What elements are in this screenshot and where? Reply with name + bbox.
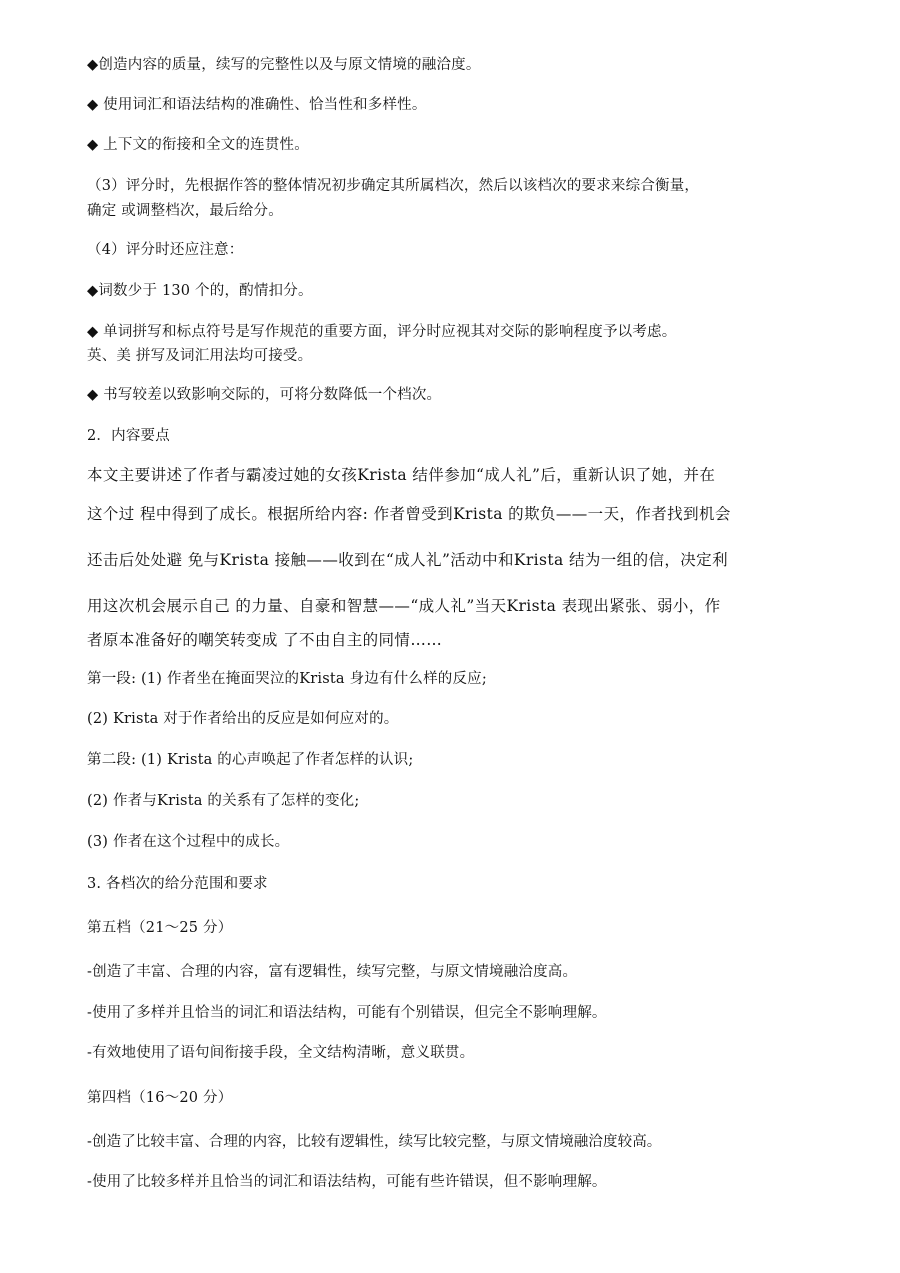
summary-line-4: 用这次机会展示自己 的力量、自豪和智慧——“成人礼”当天Krista 表现出紧张、弱小，作 [87,597,721,615]
scoring-rule-3-line-1: （3）评分时，先根据作答的整体情况初步确定其所属档次，然后以该档次的要求来综合衡量， [87,178,700,194]
note-word-count: ◆词数少于 130 个的，酌情扣分。 [87,283,313,299]
paragraph-2-point-2: (2) 作者与Krista 的关系有了怎样的变化; [87,793,360,809]
criterion-vocabulary-grammar: ◆ 使用词汇和语法结构的准确性、恰当性和多样性。 [87,97,427,113]
note-spelling-line-1: ◆ 单词拼写和标点符号是写作规范的重要方面，评分时应视其对交际的影响程度予以考虑。 [87,324,677,340]
paragraph-2-point-1: 第二段: (1) Krista 的心声唤起了作者怎样的认识; [87,752,414,768]
paragraph-1-point-1: 第一段: (1) 作者坐在掩面哭泣的Krista 身边有什么样的反应; [87,671,487,687]
summary-line-3: 还击后处处避 免与Krista 接触——收到在“成人礼”活动中和Krista 结为一组的信，决定利 [87,551,728,569]
scoring-rule-4-heading: （4）评分时还应注意： [87,242,244,258]
level-4-criterion-2: -使用了比较多样并且恰当的词汇和语法结构，可能有些许错误，但不影响理解。 [87,1174,607,1190]
level-5-criterion-3: -有效地使用了语句间衔接手段，全文结构清晰，意义联贯。 [87,1045,475,1061]
summary-line-5: 者原本准备好的嘲笑转变成 了不由自主的同情…… [87,631,443,649]
section-2-heading: 2．内容要点 [87,428,170,444]
criterion-content-quality: ◆创造内容的质量，续写的完整性以及与原文情境的融洽度。 [87,57,481,73]
paragraph-1-point-2: (2) Krista 对于作者给出的反应是如何应对的。 [87,711,399,727]
note-handwriting: ◆ 书写较差以致影响交际的，可将分数降低一个档次。 [87,387,442,403]
level-5-criterion-2: -使用了多样并且恰当的词汇和语法结构，可能有个别错误，但完全不影响理解。 [87,1005,607,1021]
level-4-heading: 第四档（16～20 分） [87,1090,233,1106]
scoring-rule-3-line-2: 确定 或调整档次，最后给分。 [87,203,283,219]
level-5-heading: 第五档（21～25 分） [87,920,233,936]
note-spelling-line-2: 英、美 拼写及词汇用法均可接受。 [87,348,313,364]
level-5-criterion-1: -创造了丰富、合理的内容，富有逻辑性，续写完整，与原文情境融洽度高。 [87,964,578,980]
summary-line-2: 这个过 程中得到了成长。根据所给内容: 作者曾受到Krista 的欺负——一天，作者找到机会 [87,505,731,523]
section-3-heading: 3. 各档次的给分范围和要求 [87,876,268,892]
summary-line-1: 本文主要讲述了作者与霸凌过她的女孩Krista 结伴参加“成人礼”后，重新认识了她，并在 [87,466,716,484]
criterion-coherence: ◆ 上下文的衔接和全文的连贯性。 [87,137,309,153]
paragraph-2-point-3: (3) 作者在这个过程中的成长。 [87,834,290,850]
level-4-criterion-1: -创造了比较丰富、合理的内容，比较有逻辑性，续写比较完整，与原文情境融洽度较高。 [87,1134,662,1150]
